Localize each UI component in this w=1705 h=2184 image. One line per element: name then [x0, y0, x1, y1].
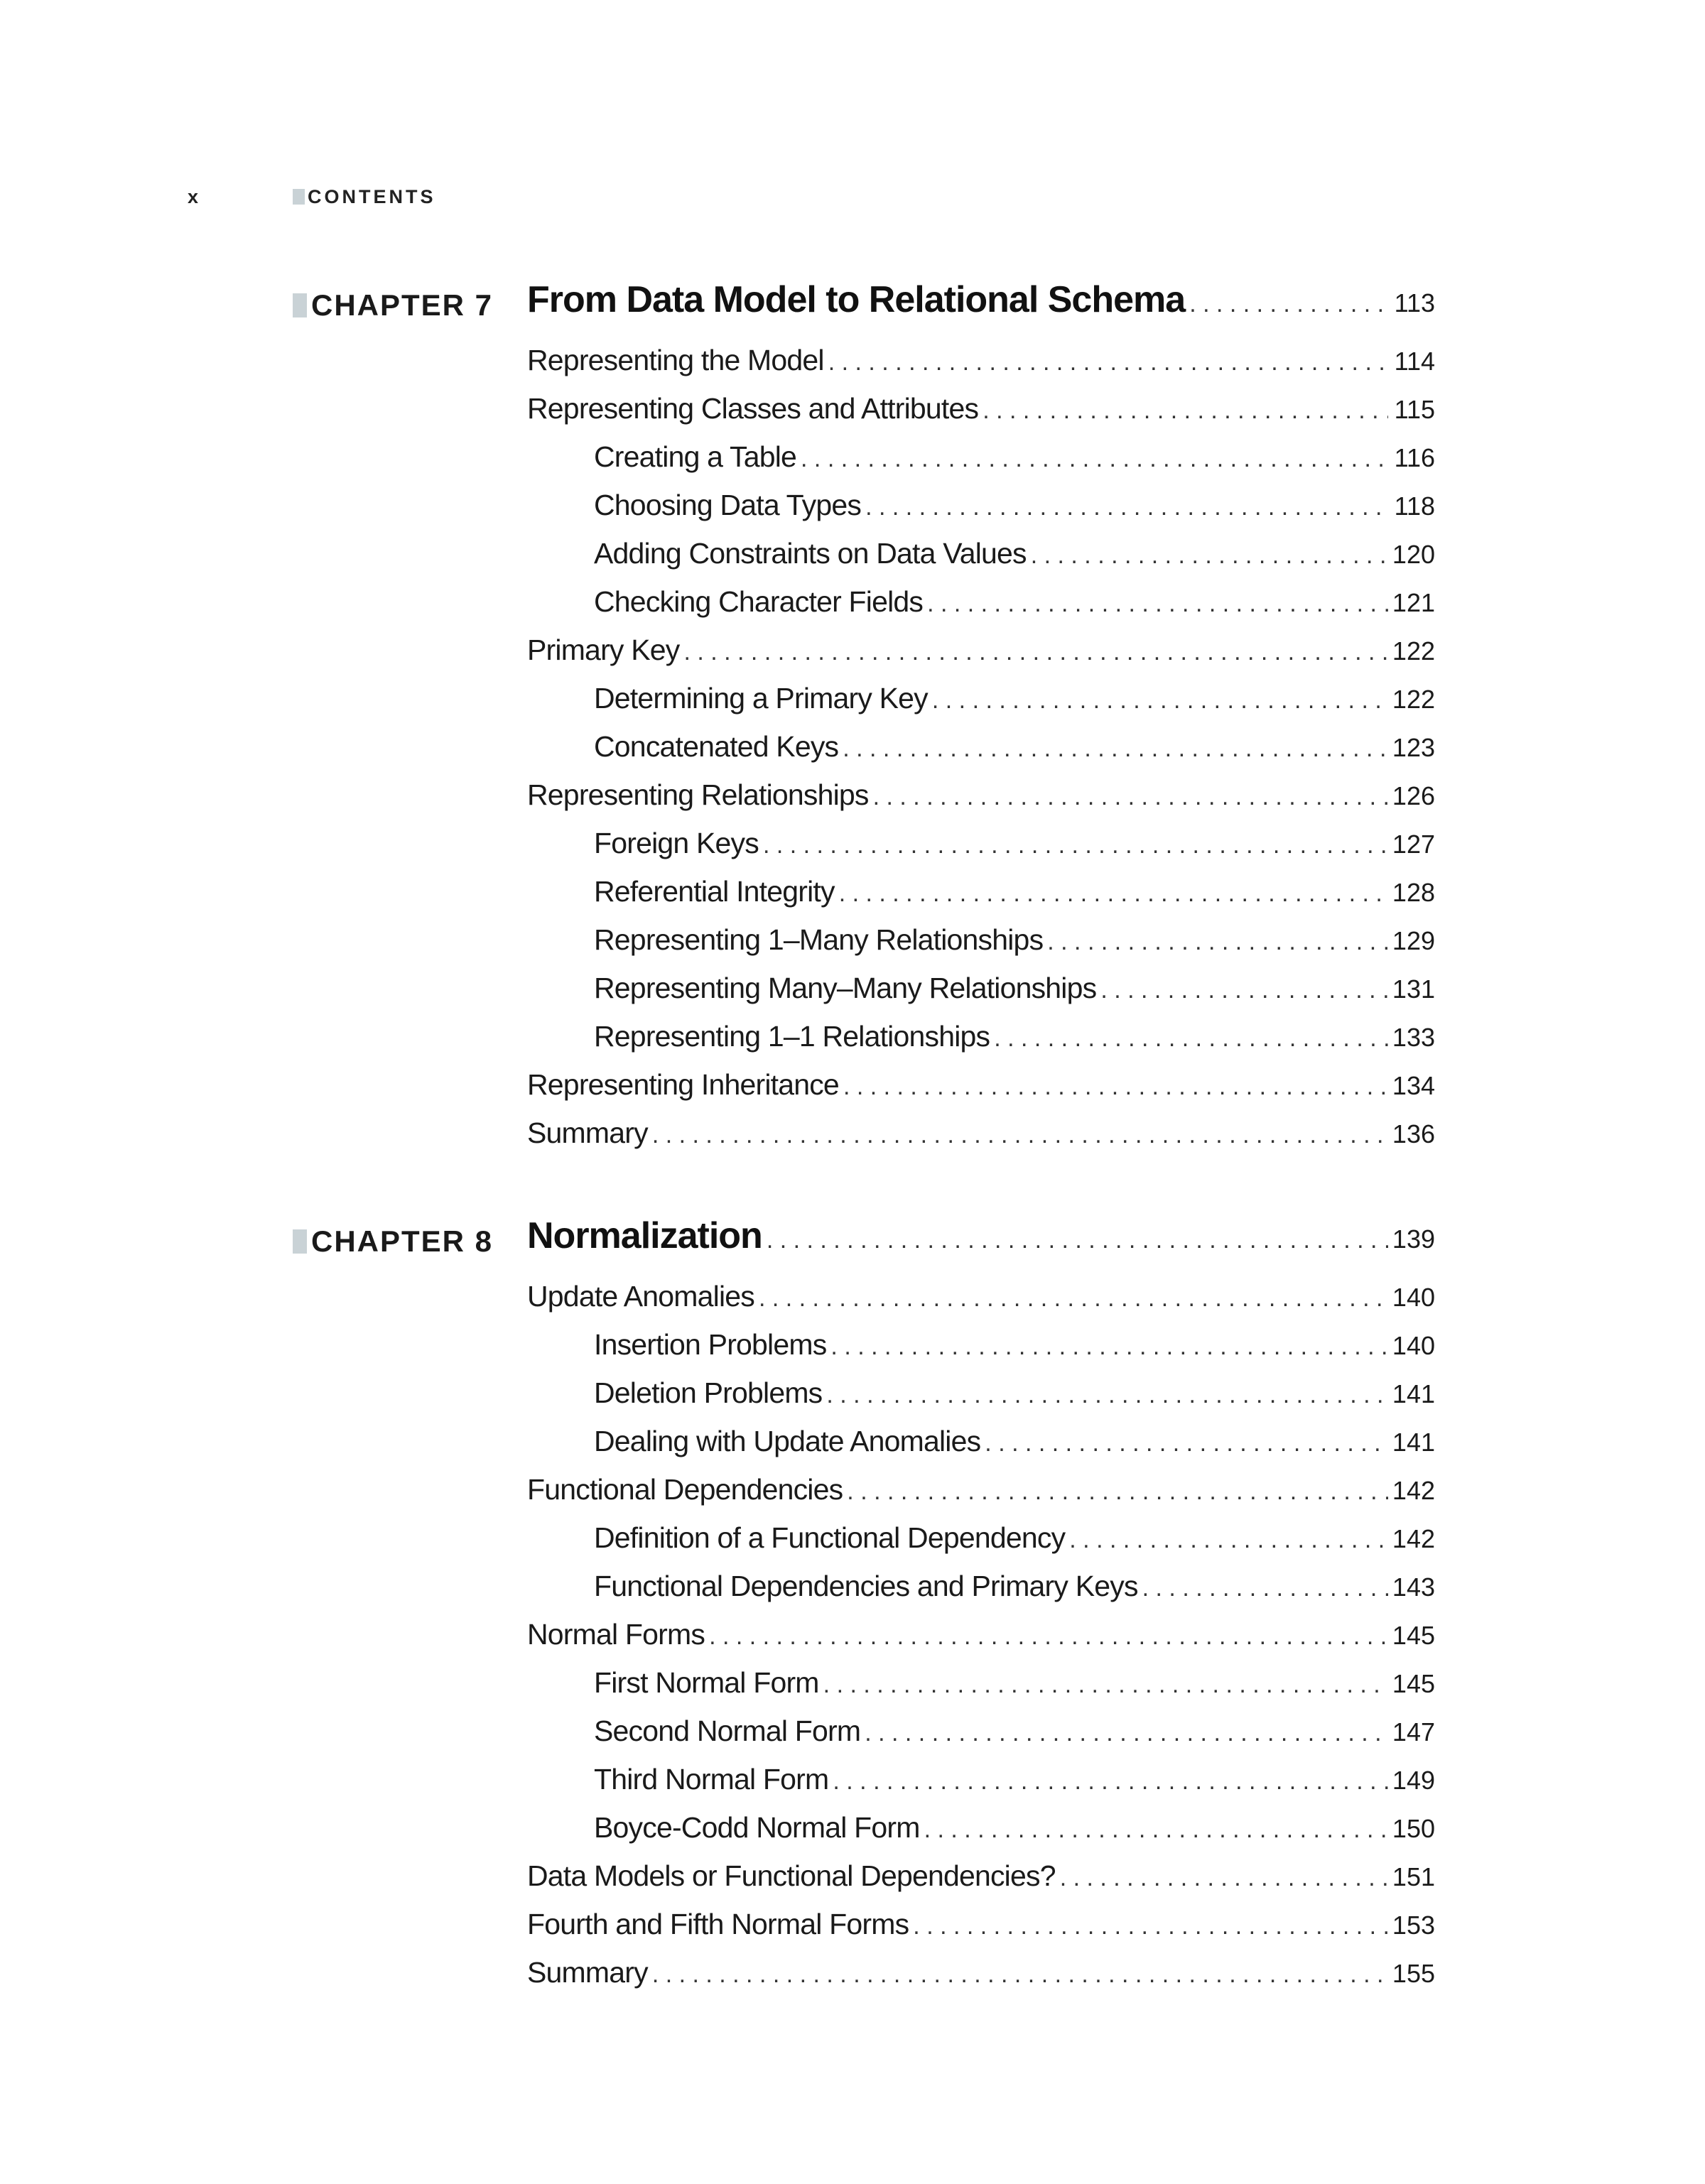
running-head-label — [293, 186, 436, 208]
entry-label: Representing Classes and Attributes — [527, 392, 979, 425]
toc-subsection-entry[interactable] — [527, 1811, 1435, 1859]
dot-leader — [924, 1816, 1388, 1844]
entry-page-number: 128 — [1392, 878, 1435, 907]
entry-page-number: 151 — [1392, 1862, 1435, 1891]
chapter-8-section — [293, 1215, 1435, 2004]
toc-subsection-entry[interactable] — [527, 1328, 1435, 1376]
entry-label: Summary — [527, 1117, 648, 1149]
entry-label: Representing Many–Many Relationships — [594, 972, 1097, 1004]
dot-leader — [652, 1121, 1388, 1149]
toc-subsection-entry[interactable] — [527, 440, 1435, 489]
entry-label: First Normal Form — [594, 1666, 819, 1699]
entry-label: Representing the Model — [527, 344, 824, 376]
toc-subsection-entry[interactable] — [527, 1376, 1435, 1425]
chapter-heading — [293, 278, 1435, 328]
toc-subsection-entry[interactable] — [527, 1763, 1435, 1811]
entry-page-number: 121 — [1392, 588, 1435, 617]
entry-page-number: 127 — [1392, 830, 1435, 859]
entry-label: Concatenated Keys — [594, 730, 839, 763]
dot-leader — [826, 1381, 1388, 1409]
entry-label: Data Models or Functional Dependencies? — [527, 1859, 1056, 1892]
toc-subsection-entry[interactable] — [527, 875, 1435, 923]
entry-page-number: 140 — [1392, 1331, 1435, 1360]
entry-label: Third Normal Form — [594, 1763, 829, 1795]
entry-page-number: 141 — [1392, 1428, 1435, 1457]
entry-page-number: 155 — [1392, 1959, 1435, 1988]
toc-subsection-entry[interactable] — [527, 1425, 1435, 1473]
toc-section-entry[interactable] — [527, 1908, 1435, 1956]
entry-label: Second Normal Form — [594, 1715, 861, 1747]
dot-leader — [994, 1025, 1388, 1053]
entry-label: Checking Character Fields — [594, 585, 924, 618]
entry-page-number: 153 — [1392, 1911, 1435, 1940]
entry-label: Choosing Data Types — [594, 489, 862, 521]
dot-leader — [1100, 977, 1388, 1004]
page-number: x — [188, 185, 202, 207]
entry-label: Representing Relationships — [527, 778, 869, 811]
entry-label: Determining a Primary Key — [594, 682, 928, 715]
toc-subsection-entry[interactable] — [527, 537, 1435, 585]
entry-page-number: 142 — [1392, 1524, 1435, 1553]
dot-leader — [983, 397, 1388, 425]
toc-section-entry[interactable] — [527, 1068, 1435, 1117]
toc-subsection-entry[interactable] — [527, 1666, 1435, 1715]
dot-leader — [763, 832, 1388, 859]
entry-page-number: 133 — [1392, 1023, 1435, 1052]
entry-page-number: 141 — [1392, 1379, 1435, 1408]
entry-label: Deletion Problems — [594, 1376, 823, 1409]
toc-subsection-entry[interactable] — [527, 923, 1435, 972]
entry-page-number: 114 — [1394, 347, 1435, 376]
entry-label: Fourth and Fifth Normal Forms — [527, 1908, 909, 1940]
marker-square-icon — [293, 189, 305, 205]
dot-leader — [833, 1768, 1388, 1795]
toc-subsection-entry[interactable] — [527, 682, 1435, 730]
marker-square-icon — [293, 1229, 307, 1254]
entry-label: Functional Dependencies and Primary Keys — [594, 1570, 1138, 1602]
toc-section-entry[interactable] — [527, 1280, 1435, 1328]
toc-subsection-entry[interactable] — [527, 585, 1435, 634]
dot-leader — [913, 1913, 1388, 1940]
entry-page-number: 145 — [1392, 1669, 1435, 1698]
toc-section-entry[interactable] — [527, 392, 1435, 440]
dot-leader — [828, 349, 1388, 376]
toc-subsection-entry[interactable] — [527, 1521, 1435, 1570]
toc-entries — [527, 1280, 1435, 2004]
entry-label: Update Anomalies — [527, 1280, 754, 1313]
chapter-title-row[interactable] — [527, 1215, 1435, 1257]
chapter-7-section — [293, 278, 1435, 1165]
toc-section-entry[interactable] — [527, 634, 1435, 682]
entry-page-number: 142 — [1392, 1476, 1435, 1505]
entry-label: Primary Key — [527, 634, 680, 666]
entry-page-number: 120 — [1392, 540, 1435, 569]
dot-leader — [847, 1478, 1388, 1506]
entry-page-number: 149 — [1392, 1766, 1435, 1795]
entry-label: Summary — [527, 1956, 648, 1989]
entry-page-number: 136 — [1392, 1119, 1435, 1148]
entry-label: Creating a Table — [594, 440, 797, 473]
entry-page-number: 140 — [1392, 1283, 1435, 1312]
dot-leader — [830, 1333, 1388, 1361]
entry-label: Foreign Keys — [594, 827, 759, 859]
toc-section-entry[interactable] — [527, 1956, 1435, 2004]
dot-leader — [1031, 542, 1388, 570]
dot-leader — [652, 1961, 1388, 1989]
chapter-label — [293, 288, 493, 322]
entry-label: Insertion Problems — [594, 1328, 827, 1361]
dot-leader — [1060, 1864, 1388, 1892]
entry-page-number: 115 — [1394, 395, 1435, 424]
dot-leader — [801, 445, 1388, 473]
entry-page-number: 122 — [1392, 636, 1435, 665]
entry-label: Representing 1–1 Relationships — [594, 1020, 990, 1053]
entry-label: Normal Forms — [527, 1618, 705, 1651]
entry-page-number: 147 — [1392, 1717, 1435, 1746]
marker-square-icon — [293, 293, 307, 317]
toc-subsection-entry[interactable] — [527, 1020, 1435, 1068]
toc-subsection-entry[interactable] — [527, 827, 1435, 875]
chapter-label — [293, 1224, 493, 1259]
dot-leader — [1189, 290, 1388, 318]
toc-subsection-entry[interactable] — [527, 1570, 1435, 1618]
entry-label: Referential Integrity — [594, 875, 835, 908]
entry-label: Dealing with Update Anomalies — [594, 1425, 981, 1457]
dot-leader — [767, 1227, 1388, 1254]
dot-leader — [985, 1430, 1388, 1457]
entry-label: Functional Dependencies — [527, 1473, 843, 1506]
chapter-title: Normalization — [527, 1215, 762, 1256]
dot-leader — [709, 1623, 1388, 1651]
chapter-heading — [293, 1215, 1435, 1264]
dot-leader — [1047, 928, 1388, 956]
entry-label: Representing Inheritance — [527, 1068, 839, 1101]
dot-leader — [683, 639, 1387, 666]
dot-leader — [1142, 1575, 1388, 1602]
dot-leader — [873, 783, 1388, 811]
entry-label: Boyce-Codd Normal Form — [594, 1811, 920, 1844]
entry-page-number: 122 — [1392, 685, 1435, 714]
entry-page-number: 134 — [1392, 1071, 1435, 1100]
dot-leader — [823, 1671, 1388, 1699]
toc-subsection-entry[interactable] — [527, 489, 1435, 537]
dot-leader — [839, 880, 1388, 908]
entry-page-number: 129 — [1392, 926, 1435, 955]
dot-leader — [865, 1720, 1388, 1747]
dot-leader — [843, 735, 1388, 763]
toc-section-entry[interactable] — [527, 778, 1435, 827]
toc-subsection-entry[interactable] — [527, 730, 1435, 778]
chapter-number: CHAPTER 7 — [311, 288, 494, 322]
toc-section-entry[interactable] — [527, 1117, 1435, 1165]
chapter-page-number: 113 — [1394, 288, 1435, 317]
entry-page-number: 118 — [1394, 491, 1435, 521]
entry-page-number: 131 — [1392, 974, 1435, 1004]
toc-subsection-entry[interactable] — [527, 972, 1435, 1020]
running-head-text: CONTENTS — [308, 185, 436, 207]
chapter-title-row[interactable] — [527, 278, 1435, 321]
toc-section-entry[interactable] — [527, 1618, 1435, 1666]
chapter-title: From Data Model to Relational Schema — [527, 279, 1186, 320]
entry-page-number: 116 — [1394, 443, 1435, 472]
entry-page-number: 145 — [1392, 1621, 1435, 1650]
toc-subsection-entry[interactable] — [527, 1715, 1435, 1763]
toc-section-entry[interactable] — [527, 1859, 1435, 1908]
dot-leader — [927, 590, 1388, 618]
toc-entries — [527, 344, 1435, 1165]
toc-section-entry[interactable] — [527, 344, 1435, 392]
dot-leader — [843, 1073, 1388, 1101]
chapter-number: CHAPTER 8 — [311, 1224, 494, 1258]
entry-page-number: 143 — [1392, 1572, 1435, 1602]
dot-leader — [932, 687, 1388, 715]
dot-leader — [1069, 1526, 1388, 1554]
chapter-page-number: 139 — [1392, 1224, 1435, 1254]
toc-section-entry[interactable] — [527, 1473, 1435, 1521]
dot-leader — [865, 494, 1388, 521]
entry-label: Definition of a Functional Dependency — [594, 1521, 1066, 1554]
entry-page-number: 123 — [1392, 733, 1435, 762]
entry-label: Adding Constraints on Data Values — [594, 537, 1027, 570]
entry-label: Representing 1–Many Relationships — [594, 923, 1044, 956]
dot-leader — [759, 1285, 1388, 1313]
entry-page-number: 150 — [1392, 1814, 1435, 1843]
entry-page-number: 126 — [1392, 781, 1435, 810]
